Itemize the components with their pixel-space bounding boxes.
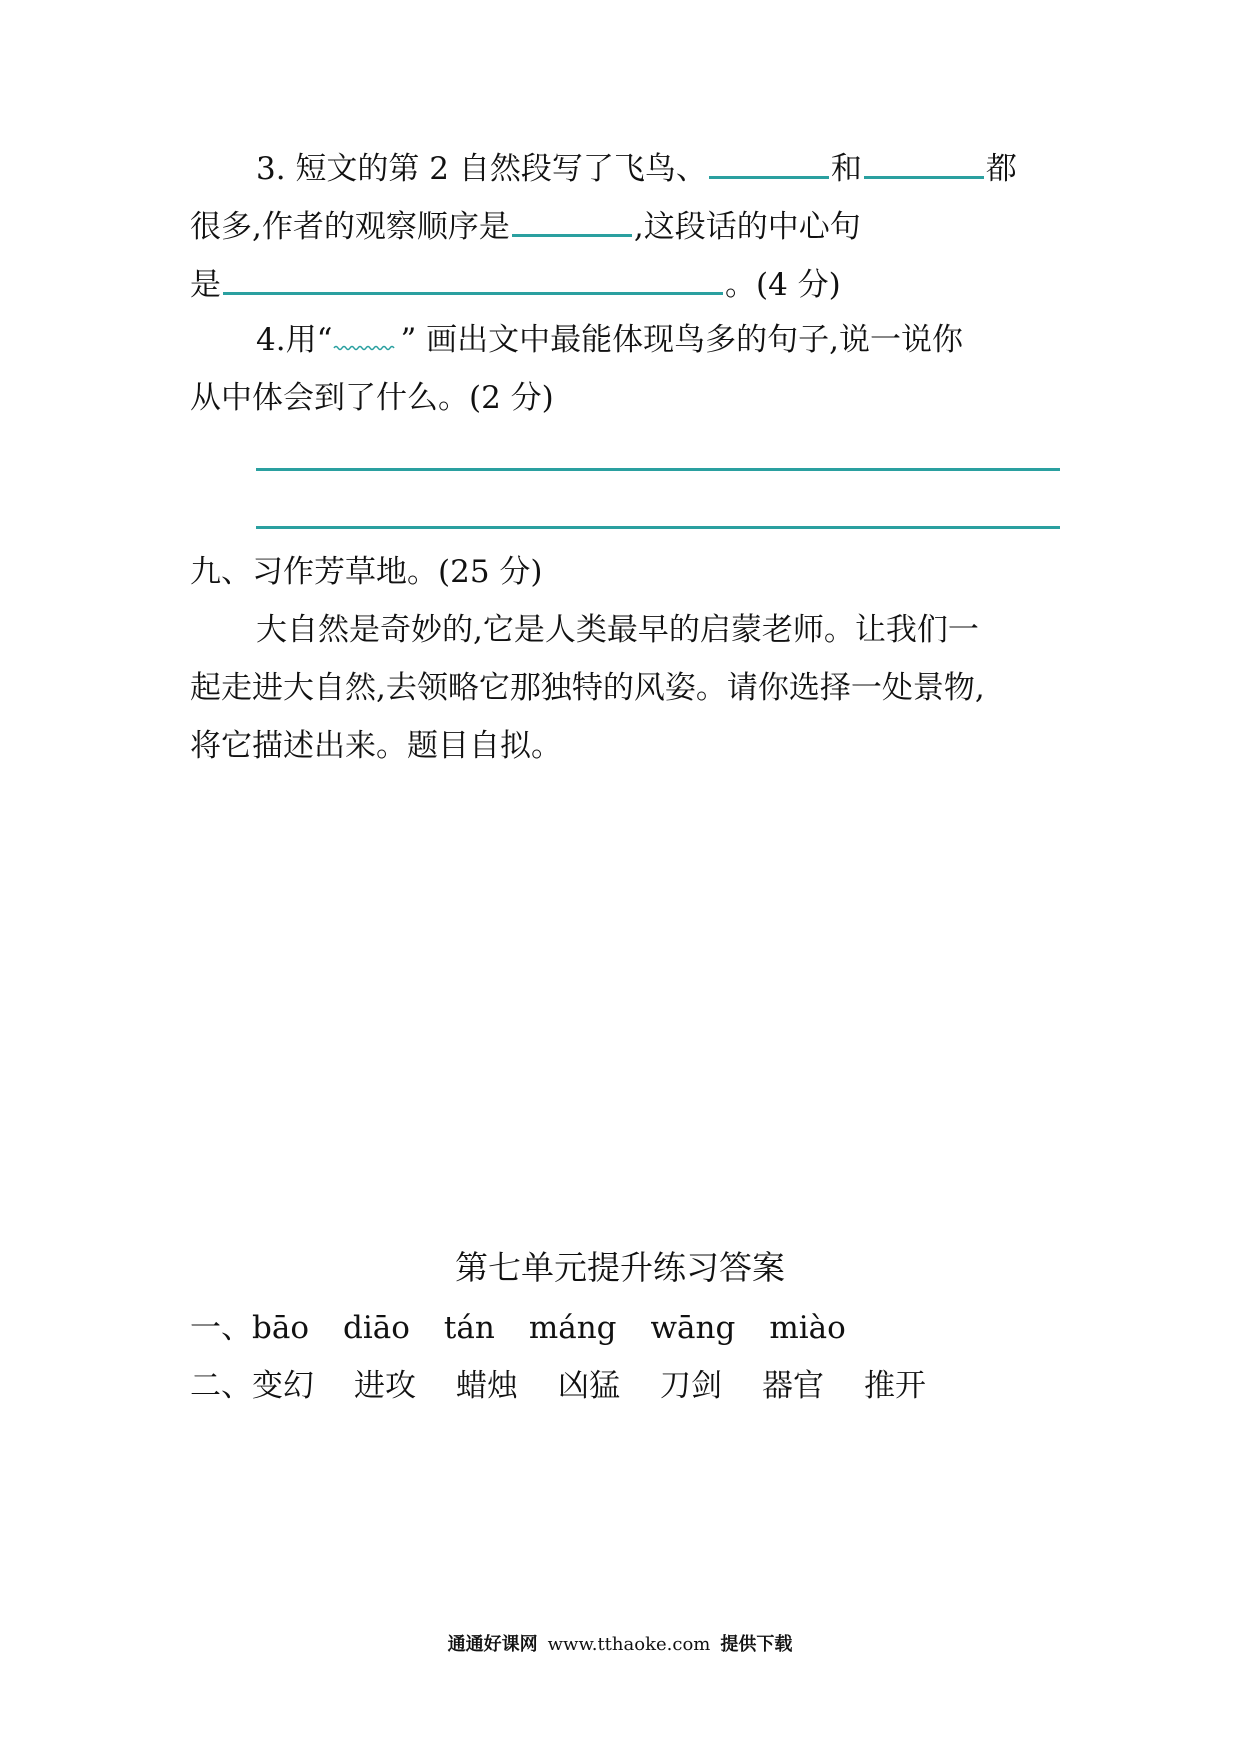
- q4-answer-line-2[interactable]: [256, 526, 1060, 529]
- q3-blank-3[interactable]: [512, 204, 632, 237]
- q3-blank-2[interactable]: [864, 146, 984, 179]
- pinyin-item: miào: [769, 1310, 846, 1346]
- word-item: 器官: [762, 1368, 824, 1404]
- q3-text-b: 和: [830, 151, 862, 187]
- footer-site-name: 通通好课网: [447, 1634, 538, 1655]
- answers-one-prefix: 一、: [190, 1310, 252, 1346]
- section9-para-line-1: 大自然是奇妙的,它是人类最早的启蒙老师。让我们一: [256, 612, 979, 648]
- q3-text-f: 是: [190, 267, 221, 303]
- pinyin-item: bāo: [252, 1310, 309, 1346]
- pinyin-item: wāng: [650, 1310, 736, 1346]
- footer-suffix: 提供下载: [720, 1634, 793, 1655]
- q4-line-2: [190, 378, 1060, 418]
- wavy-underline-icon: [332, 320, 400, 350]
- footer-url-link[interactable]: www.tthaoke.com: [547, 1634, 711, 1655]
- q3-blank-4[interactable]: [223, 262, 723, 295]
- pinyin-item: máng: [528, 1310, 617, 1346]
- section9-para-line-3: 将它描述出来。题目自拟。: [190, 728, 562, 764]
- q3-line-1: [190, 146, 1126, 189]
- q3-blank-1[interactable]: [709, 146, 829, 179]
- word-item: 进攻: [354, 1368, 416, 1404]
- word-item: 推开: [864, 1368, 926, 1404]
- q4-text-b: ” 画出文中最能体现鸟多的句子,说一说你: [400, 322, 963, 358]
- answers-pinyin-row: [190, 1308, 1060, 1348]
- word-item: 凶猛: [558, 1368, 620, 1404]
- q3-line-3: [190, 262, 1060, 305]
- q4-line-1: [190, 320, 1126, 360]
- pinyin-item: tán: [443, 1310, 495, 1346]
- q3-text-e: ,这段话的中心句: [633, 209, 861, 245]
- answers-title: 第七单元提升练习答案: [455, 1248, 785, 1287]
- section9-para-line-2: 起走进大自然,去领略它那独特的风姿。请你选择一处景物,: [190, 670, 985, 706]
- q3-line-2: [190, 204, 1060, 247]
- q3-text-g: 。(4 分): [725, 267, 841, 303]
- q4-text-c: 从中体会到了什么。(2 分): [190, 380, 554, 416]
- word-item: 蜡烛: [456, 1368, 518, 1404]
- answers-two-prefix: 二、: [190, 1368, 252, 1404]
- q3-text-d: 很多,作者的观察顺序是: [190, 209, 510, 245]
- q3-text-c: 都: [985, 151, 1017, 187]
- answers-words-row: [190, 1366, 1060, 1406]
- q3-text-a: 3. 短文的第 2 自然段写了飞鸟、: [256, 151, 707, 187]
- q4-text-a: 4.用“: [256, 322, 333, 358]
- pinyin-item: diāo: [343, 1310, 410, 1346]
- word-item: 刀剑: [660, 1368, 722, 1404]
- section9-heading: 九、习作芳草地。(25 分): [190, 554, 543, 590]
- q4-answer-line-1[interactable]: [256, 468, 1060, 471]
- word-item: 变幻: [252, 1368, 314, 1404]
- page-footer: [0, 1630, 1240, 1656]
